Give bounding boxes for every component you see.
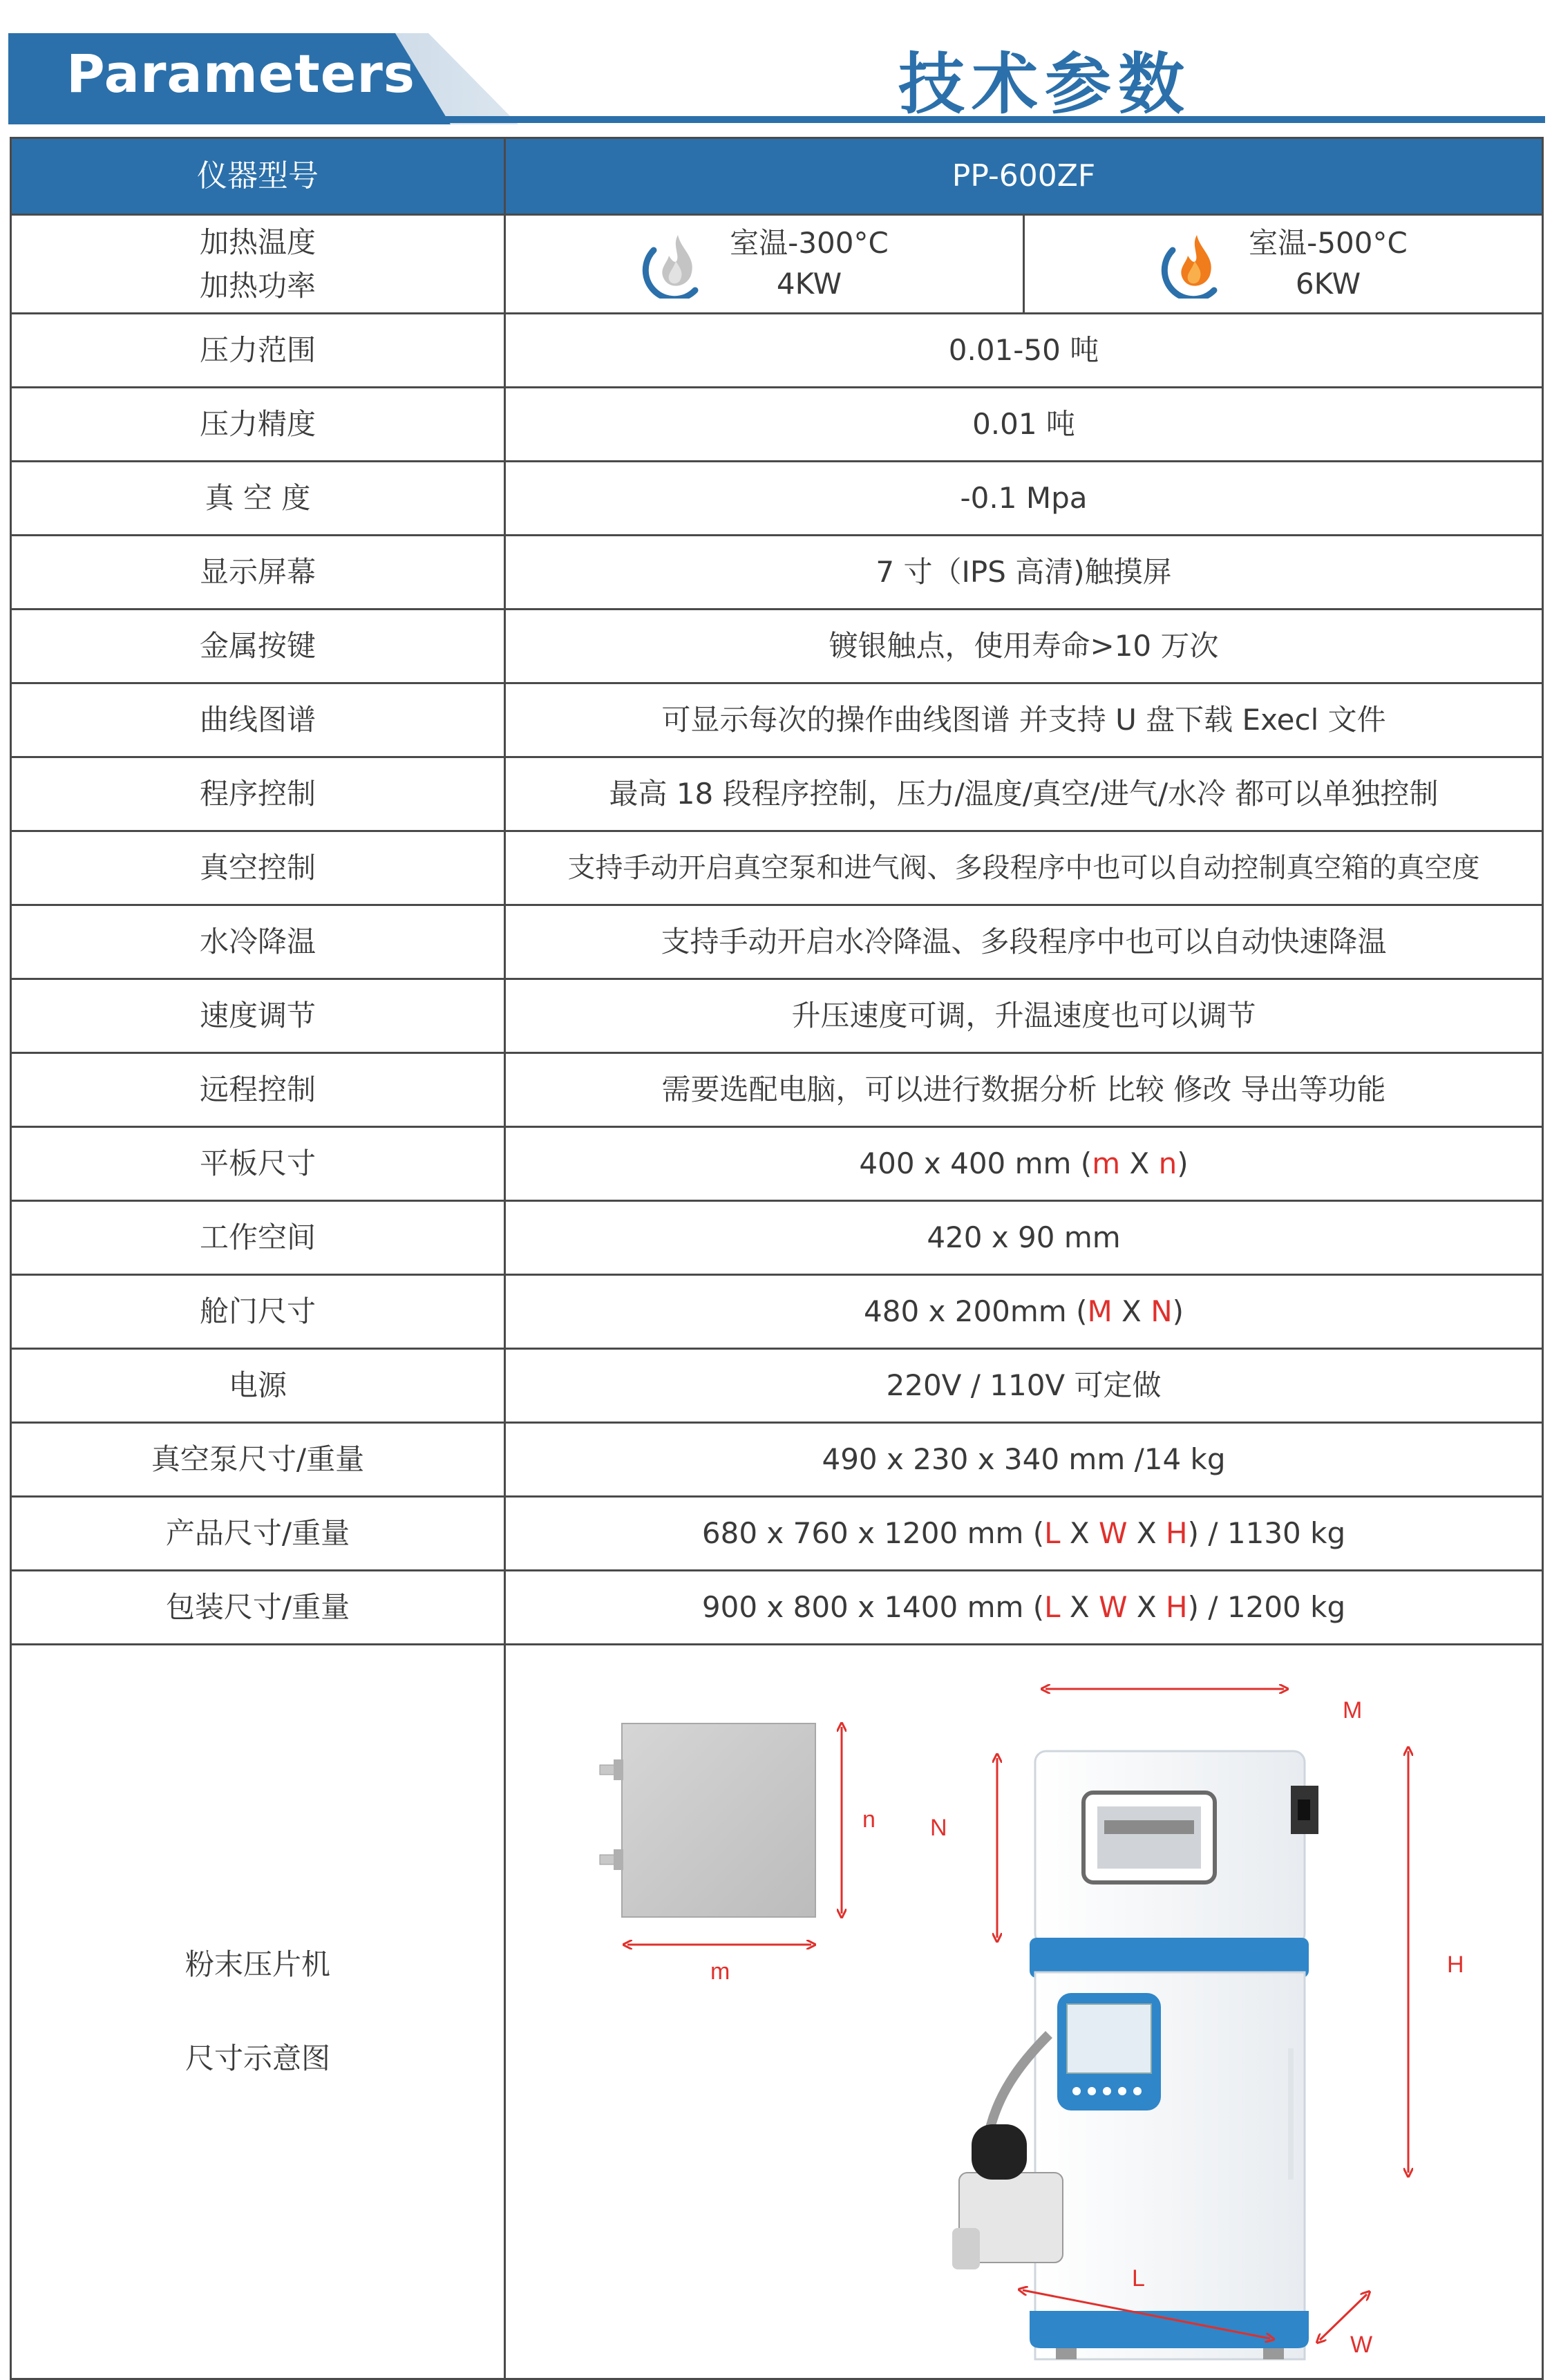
product-weight: ) / 1130 kg	[1187, 1515, 1346, 1550]
english-title: Parameters	[66, 43, 416, 104]
pump-row	[11, 1423, 1543, 1497]
dim-m: m	[1092, 1146, 1121, 1180]
diagram-label-2: 尺寸示意图	[184, 2041, 330, 2075]
heating-temp-label: 加热温度	[199, 225, 316, 259]
dim-H: H	[1166, 1589, 1188, 1624]
package-text: 900 x 800 x 1400 mm (	[701, 1589, 1045, 1624]
flame-gray-icon	[640, 229, 706, 299]
row-label: 金属按键	[11, 610, 505, 683]
product-label: 产品尺寸/重量	[11, 1497, 505, 1571]
heating-row	[11, 215, 1543, 314]
table-row	[11, 314, 1543, 388]
dim-sep: X	[1060, 1515, 1099, 1550]
pump-label: 真空泵尺寸/重量	[11, 1423, 505, 1497]
heating-option-1	[506, 216, 1023, 312]
flame-orange-icon	[1159, 229, 1225, 299]
table-row	[11, 1053, 1543, 1127]
package-row	[11, 1571, 1543, 1645]
table-row	[11, 757, 1543, 831]
door-size-label: 舱门尺寸	[11, 1275, 505, 1349]
row-value: 0.01-50 吨	[505, 314, 1543, 388]
model-value: PP-600ZF	[505, 138, 1543, 215]
row-value: 最高 18 段程序控制，压力/温度/真空/进气/水冷 都可以单独控制	[505, 757, 1543, 831]
plate-illustration	[600, 1723, 815, 1917]
dim-sep: X	[1120, 1146, 1159, 1180]
power-label: 电源	[11, 1349, 505, 1423]
heating-label-cell	[11, 215, 505, 314]
workspace-row	[11, 1201, 1543, 1275]
product-value	[505, 1497, 1543, 1571]
row-value: 需要选配电脑，可以进行数据分析 比较 修改 导出等功能	[505, 1053, 1543, 1127]
product-text: 680 x 760 x 1200 mm (	[701, 1515, 1045, 1550]
row-label: 真 空 度	[11, 462, 505, 536]
row-label: 水冷降温	[11, 905, 505, 979]
workspace-label: 工作空间	[11, 1201, 505, 1275]
heating-option-2-temp: 室温-500°C	[1249, 226, 1408, 261]
dim-M: M	[1087, 1294, 1113, 1328]
door-size-text: 480 x 200mm (	[864, 1294, 1088, 1328]
row-value: 镀银触点，使用寿命>10 万次	[505, 610, 1543, 683]
row-value: 升压速度可调，升温速度也可以调节	[505, 979, 1543, 1053]
dim-sep: X	[1112, 1294, 1151, 1328]
row-label: 显示屏幕	[11, 536, 505, 610]
dim-label-m: m	[710, 1958, 730, 1985]
product-row	[11, 1497, 1543, 1571]
row-label: 真空控制	[11, 831, 505, 905]
row-label: 远程控制	[11, 1053, 505, 1127]
row-value: 支持手动开启水冷降温、多段程序中也可以自动快速降温	[505, 905, 1543, 979]
row-label: 压力范围	[11, 314, 505, 388]
heating-options-cell	[505, 215, 1543, 314]
table-row	[11, 388, 1543, 462]
row-value: 0.01 吨	[505, 388, 1543, 462]
power-value: 220V / 110V 可定做	[505, 1349, 1543, 1423]
plate-size-value	[505, 1127, 1543, 1201]
heating-option-2	[1023, 216, 1542, 312]
plate-size-text: 400 x 400 mm (	[859, 1146, 1092, 1180]
heating-option-2-power: 6KW	[1295, 267, 1361, 301]
plate-size-label: 平板尺寸	[11, 1127, 505, 1201]
row-value: 可显示每次的操作曲线图谱 并支持 U 盘下载 Execl 文件	[505, 683, 1543, 757]
pump-value: 490 x 230 x 340 mm /14 kg	[505, 1423, 1543, 1497]
dim-sep: X	[1060, 1589, 1099, 1624]
diagram-row	[11, 1645, 1543, 2379]
diagram-label-1: 粉末压片机	[184, 1947, 330, 1981]
dim-sep: X	[1127, 1515, 1166, 1550]
table-row	[11, 683, 1543, 757]
package-label: 包装尺寸/重量	[11, 1571, 505, 1645]
model-label: 仪器型号	[11, 138, 505, 215]
power-row	[11, 1349, 1543, 1423]
heating-option-1-power: 4KW	[776, 267, 842, 301]
dim-label-W: W	[1350, 2332, 1373, 2358]
table-header-row	[11, 138, 1543, 215]
parameters-table	[10, 137, 1544, 2380]
row-label: 速度调节	[11, 979, 505, 1053]
dim-label-H: H	[1447, 1952, 1464, 1978]
dim-label-N: N	[930, 1815, 947, 1841]
heating-option-1-temp: 室温-300°C	[730, 226, 889, 261]
dim-n: n	[1158, 1146, 1177, 1180]
machine-dimension-diagram	[510, 1647, 1546, 2376]
dim-H: H	[1166, 1515, 1188, 1550]
table-row	[11, 979, 1543, 1053]
dim-label-n: n	[862, 1806, 876, 1833]
page-header	[0, 0, 1552, 138]
plate-size-row	[11, 1127, 1543, 1201]
row-label: 压力精度	[11, 388, 505, 462]
dim-label-M: M	[1343, 1697, 1363, 1723]
door-size-value	[505, 1275, 1543, 1349]
row-label: 程序控制	[11, 757, 505, 831]
workspace-value: 420 x 90 mm	[505, 1201, 1543, 1275]
dim-L: L	[1044, 1589, 1061, 1624]
dim-N: N	[1151, 1294, 1173, 1328]
dim-close: )	[1172, 1294, 1184, 1328]
dim-sep: X	[1127, 1589, 1166, 1624]
diagram-cell	[505, 1645, 1543, 2379]
diagram-label-cell	[11, 1645, 505, 2379]
row-value: -0.1 Mpa	[505, 462, 1543, 536]
dim-W: W	[1099, 1515, 1128, 1550]
door-size-row	[11, 1275, 1543, 1349]
table-row	[11, 905, 1543, 979]
row-value: 7 寸（IPS 高清)触摸屏	[505, 536, 1543, 610]
chinese-title: 技术参数	[898, 46, 1191, 123]
dim-label-L: L	[1132, 2265, 1145, 2292]
table-row	[11, 610, 1543, 683]
dim-W: W	[1099, 1589, 1128, 1624]
row-label: 曲线图谱	[11, 683, 505, 757]
package-weight: ) / 1200 kg	[1187, 1589, 1346, 1624]
package-value	[505, 1571, 1543, 1645]
table-row	[11, 536, 1543, 610]
table-row	[11, 831, 1543, 905]
table-row	[11, 462, 1543, 536]
heating-power-label: 加热功率	[199, 269, 316, 303]
dim-L: L	[1044, 1515, 1061, 1550]
dim-close: )	[1177, 1146, 1189, 1180]
row-value: 支持手动开启真空泵和进气阀、多段程序中也可以自动控制真空箱的真空度	[505, 831, 1543, 905]
